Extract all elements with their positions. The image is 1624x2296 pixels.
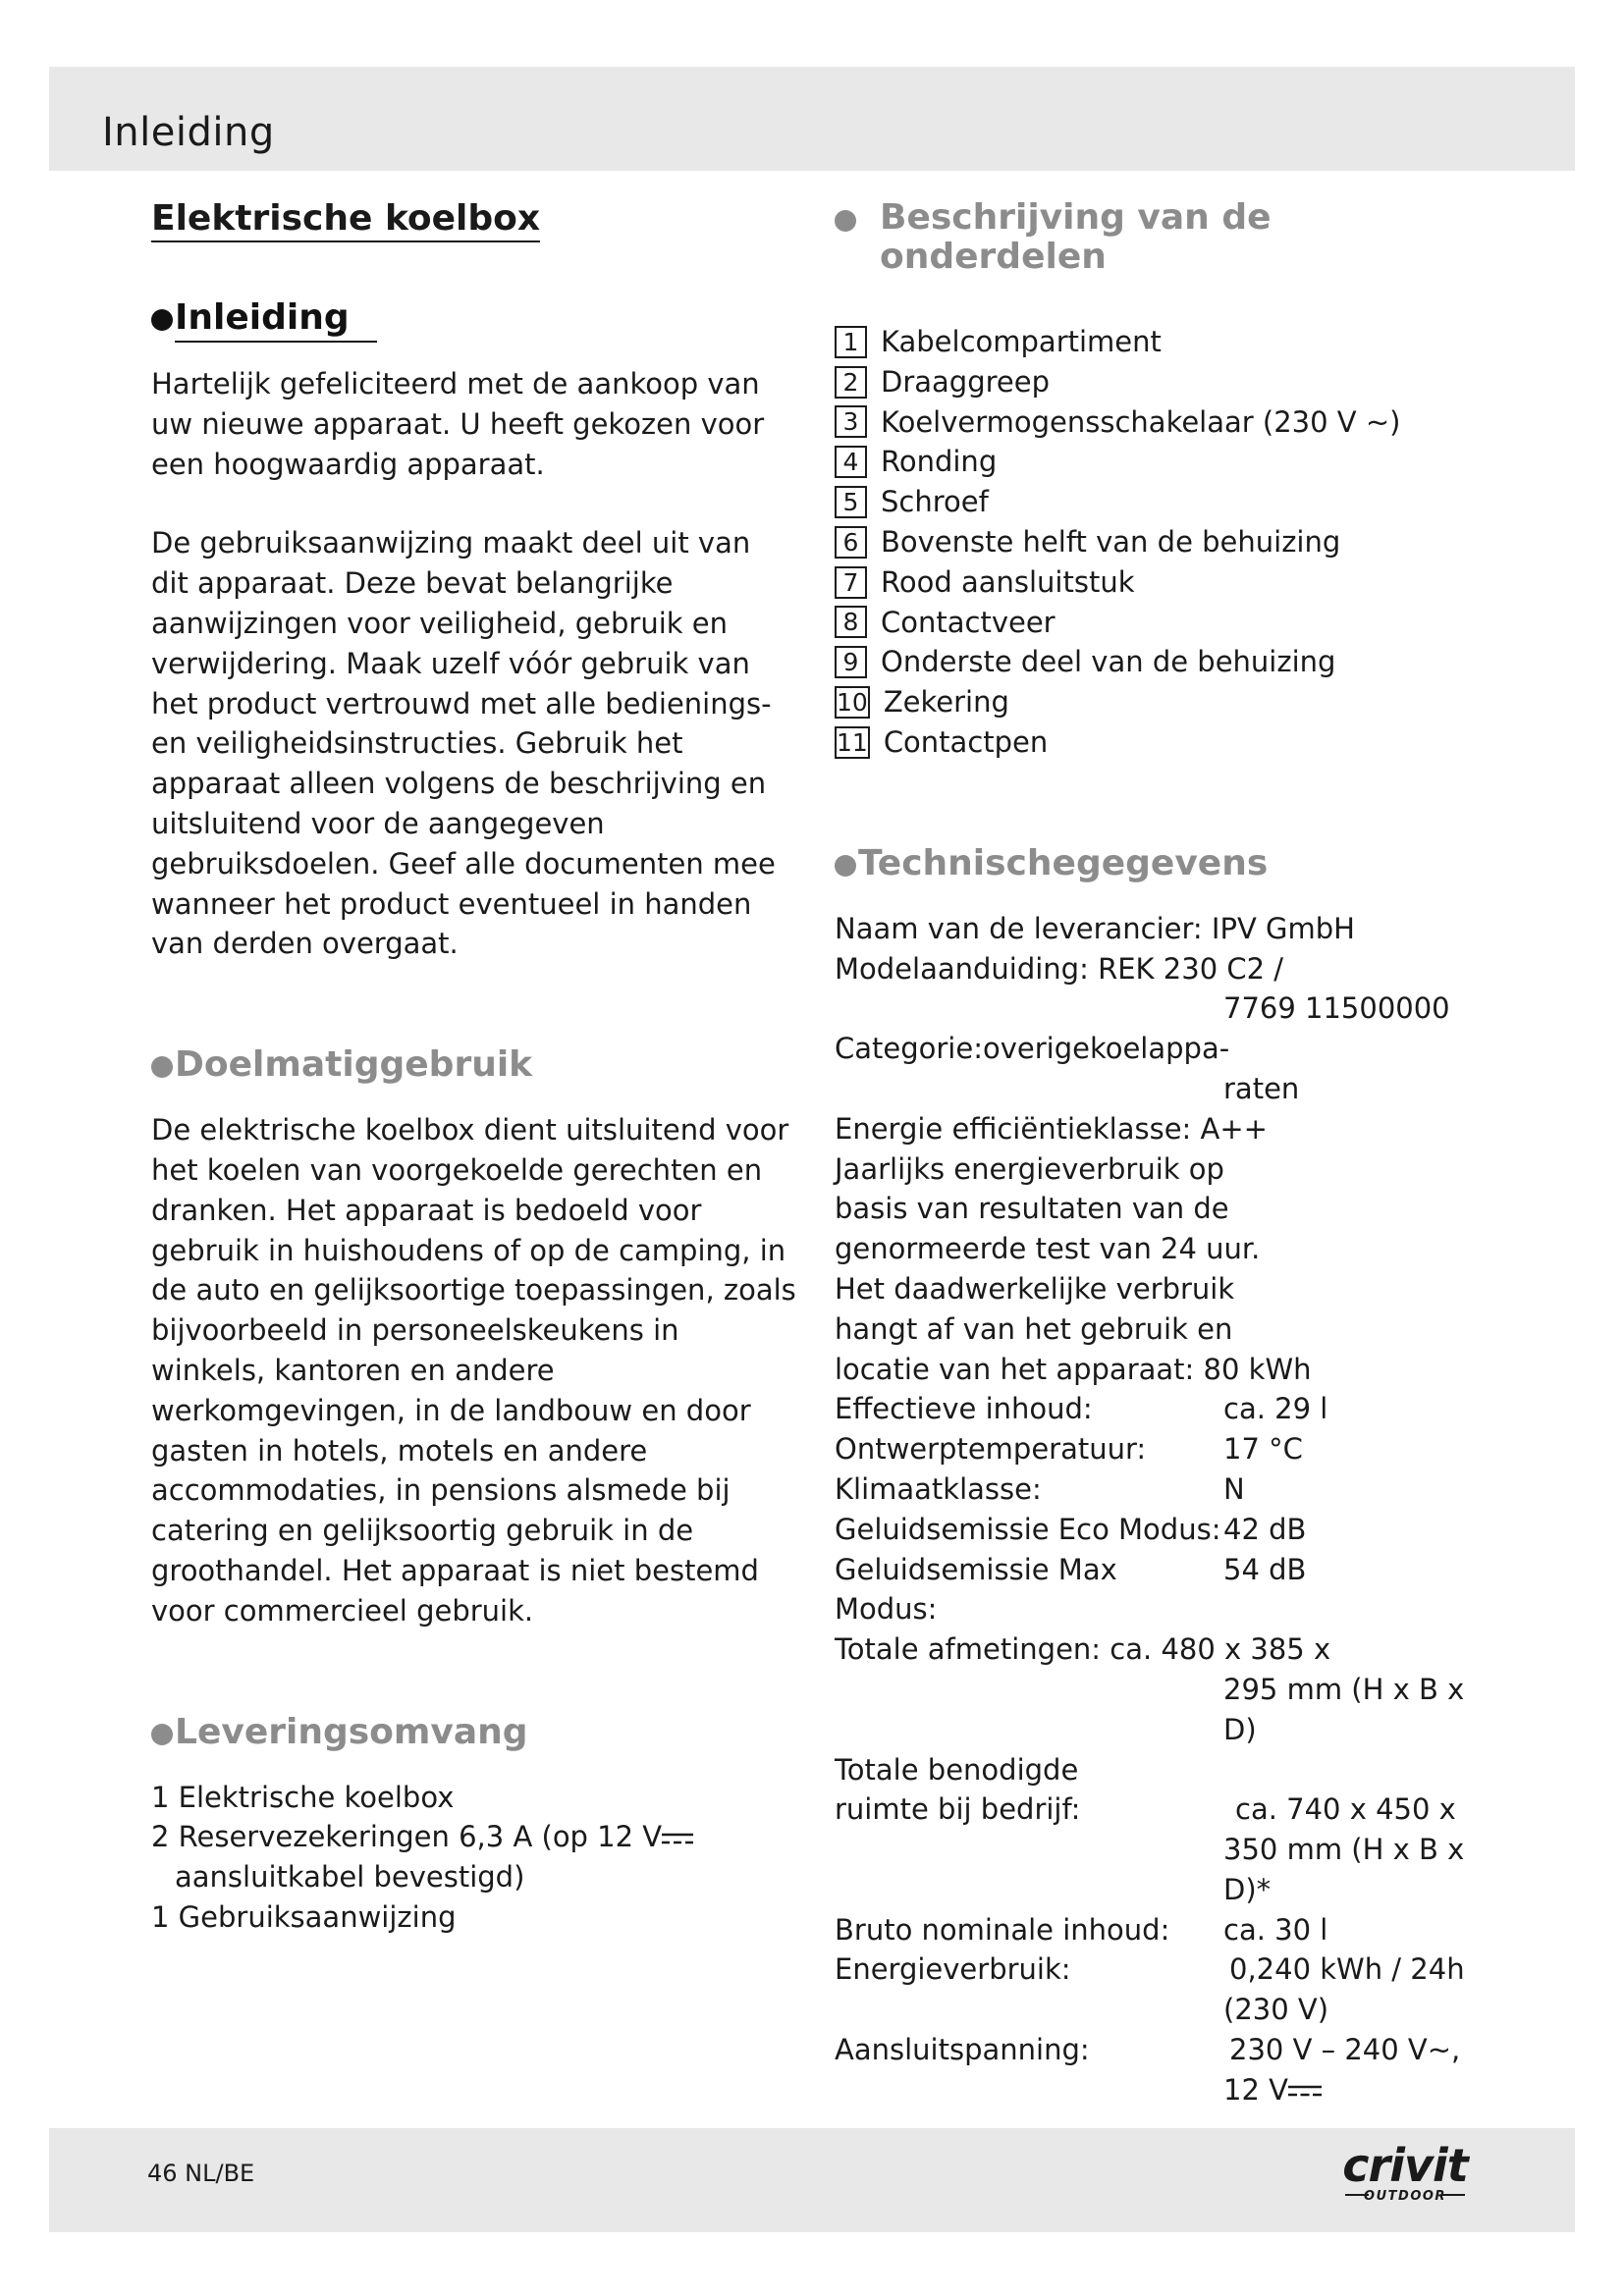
part-label: Bovenste helft van de behuizing: [881, 524, 1341, 559]
dc-symbol-icon: [662, 1829, 693, 1848]
document-title: Elektrische koelbox: [151, 198, 540, 242]
part-number-badge: 9: [835, 646, 867, 678]
header-band: [49, 67, 1575, 171]
list-item: aansluitkabel bevestigd): [175, 1860, 525, 1895]
spec-label: Ontwerptemperatuur:: [835, 1432, 1147, 1467]
spec-space: Totale benodigde: [835, 1752, 1079, 1787]
spec-annual-2: basis van resultaten van de: [835, 1192, 1229, 1226]
bullet-dot-icon: [835, 855, 856, 877]
page-number: 46 NL/BE: [147, 2160, 255, 2187]
section-heading-tech: Technischegegevens: [835, 843, 1502, 883]
bullet-dot-icon: [151, 1056, 173, 1078]
part-label: Koelvermogensschakelaar (230 V ~): [881, 404, 1401, 439]
spec-annual-4: Het daadwerkelijke verbruik: [835, 1271, 1235, 1306]
part-label: Draaggreep: [881, 364, 1050, 399]
part-label: Ronding: [881, 445, 998, 479]
spec-dimensions-cont: 295 mm (H x B x D): [1223, 1672, 1465, 1746]
part-number-badge: 8: [835, 606, 867, 638]
part-number-badge: 6: [835, 526, 867, 559]
spec-model-number: 7769 11500000: [1223, 991, 1450, 1026]
part-label: Zekering: [883, 685, 1009, 720]
part-label: Onderste deel van de behuizing: [881, 645, 1336, 679]
part-number-badge: 11: [837, 727, 868, 757]
part-label: Kabelcompartiment: [881, 325, 1162, 358]
list-item: [835, 603, 1502, 643]
use-paragraph: De elektrische koelbox dient uitsluitend voor het koelen van voorgekoelde gerechten en dranken. Het apparaat is bedoeld voor gebruik in huishoudens of op de camping, in de auto en gelijksoortige toepassingen, zoals bijvoorbeeld in personeelskeukens in winkels, kantoren en andere werkomgevingen, in de landbouw en door gasten in hotels, motels en andere accommodaties, in pensions alsmede bij catering en gelijksoortig gebruik in de groothandel. Het apparaat is niet bestemd voor commercieel gebruik.: [151, 1113, 796, 1628]
spec-value: N: [1223, 1471, 1245, 1506]
spec-value: 54 dB: [1223, 1552, 1307, 1586]
spec-energy-class: Energie efficiëntieklasse: A++: [835, 1111, 1268, 1146]
spec-row: [835, 1550, 1502, 1630]
list-item: 1 Gebruiksaanwijzing: [151, 1899, 457, 1934]
bullet-dot-icon: [835, 210, 856, 232]
crivit-logo: [1331, 2138, 1479, 2211]
spec-category: Categorie:overigekoelappa-: [835, 1032, 1230, 1066]
list-item: [835, 522, 1502, 562]
spec-rows: [835, 1389, 1502, 1629]
spec-model: Modelaanduiding: REK 230 C2 /: [835, 951, 1284, 986]
spec-supplier: Naam van de leverancier: IPV GmbH: [835, 911, 1355, 945]
spec-consumption: Energieverbruik: 0,240 kWh / 24h: [835, 1952, 1465, 1987]
intro-paragraph-2: De gebruiksaanwijzing maakt deel uit van dit apparaat. Deze bevat belangrijke aanwijzingen voor veiligheid, gebruik en verwijdering. Maak uzelf vóór gebruik van het product vertrouwd met alle bedienings- en veiligheidsinstructies. Gebruik het apparaat alleen volgens de beschrijving en uitsluitend voor de aangegeven gebruiksdoelen. Geef alle documenten mee wanneer het product eventueel in handen van derden overgaat.: [151, 526, 776, 961]
list-item: [835, 722, 1502, 763]
spec-space-value-2: 350 mm (H x B x: [1223, 1833, 1465, 1867]
spec-label: Geluidsemissie Max Modus:: [835, 1552, 1117, 1627]
part-label: Contactpen: [883, 724, 1049, 759]
spec-label: Geluidsemissie Eco Modus:: [835, 1512, 1221, 1546]
section-heading-delivery: Leveringsomvang: [151, 1712, 799, 1752]
spec-dimensions: Totale afmetingen: ca. 480 x 385 x: [835, 1632, 1331, 1667]
part-label: Contactveer: [881, 605, 1056, 639]
part-number-badge: 5: [835, 486, 867, 518]
svg-text:OUTDOOR: OUTDOOR: [1364, 2189, 1446, 2204]
spec-value: ca. 29 l: [1223, 1392, 1328, 1426]
part-number-badge: 10: [837, 688, 868, 718]
bullet-dot-icon: [151, 1724, 173, 1745]
part-label: Schroef: [881, 485, 989, 519]
list-item: [835, 482, 1502, 522]
spec-annual-1: Jaarlijks energieverbruik op: [835, 1151, 1224, 1186]
right-column: [835, 191, 1502, 2110]
spec-consumption-cont: (230 V): [1223, 1993, 1329, 2027]
spec-value: 17 °C: [1223, 1432, 1303, 1467]
spec-label: Klimaatklasse:: [835, 1471, 1042, 1506]
spec-annual-3: genormeerde test van 24 uur.: [835, 1232, 1261, 1266]
dc-symbol-icon: [1288, 2081, 1322, 2101]
part-number-badge: 1: [835, 326, 867, 358]
list-item: [835, 562, 1502, 603]
intro-paragraph-1: Hartelijk gefeliciteerd met de aankoop van uw nieuwe apparaat. U heeft gekozen voor een hoogwaardig apparaat.: [151, 367, 765, 481]
list-item: [835, 322, 1502, 362]
spec-row: [835, 1389, 1502, 1429]
bullet-dot-icon: [151, 309, 173, 331]
page-header-title: Inleiding: [102, 110, 275, 155]
part-label: Rood aansluitstuk: [881, 564, 1135, 599]
spec-row: [835, 1469, 1502, 1510]
part-number-badge: 3: [835, 405, 867, 438]
tech-specs: [835, 909, 1502, 2110]
list-item: [835, 362, 1502, 402]
spec-space-2: ruimte bij bedrijf: ca. 740 x 450 x: [835, 1792, 1456, 1827]
spec-label: Effectieve inhoud:: [835, 1392, 1093, 1426]
list-item: [835, 442, 1502, 482]
part-number-badge: 4: [835, 446, 867, 478]
spec-row: [835, 1510, 1502, 1550]
spec-voltage-cont: 12 V: [835, 2070, 1502, 2110]
svg-text:crivit: crivit: [1342, 2139, 1468, 2192]
left-column: [151, 191, 799, 1938]
list-item: [835, 682, 1502, 722]
part-number-badge: 7: [835, 566, 867, 599]
spec-category-cont: raten: [1223, 1071, 1300, 1105]
part-number-badge: 2: [835, 366, 867, 399]
spec-annual-6: locatie van het apparaat: 80 kWh: [835, 1352, 1312, 1386]
section-heading-parts: Beschrijving van de onderdelen: [835, 198, 1502, 277]
spec-row: [835, 1429, 1502, 1469]
list-item: 2 Reservezekeringen 6,3 A (op 12 V: [151, 1817, 799, 1857]
spec-space-value-3: D)*: [1223, 1872, 1272, 1906]
spec-voltage: Aansluitspanning: 230 V – 240 V~,: [835, 2033, 1461, 2067]
section-heading-use: Doelmatiggebruik: [151, 1044, 799, 1085]
parts-list: [835, 322, 1502, 763]
spec-gross: Bruto nominale inhoud: ca. 30 l: [835, 1912, 1328, 1947]
spec-value: 42 dB: [1223, 1512, 1307, 1546]
list-item: 1 Elektrische koelbox: [151, 1780, 455, 1814]
list-item: [835, 402, 1502, 443]
list-item: [835, 642, 1502, 682]
spec-annual-5: hangt af van het gebruik en: [835, 1311, 1233, 1346]
delivery-list: [151, 1778, 799, 1938]
section-heading-intro: Inleiding: [151, 297, 799, 343]
